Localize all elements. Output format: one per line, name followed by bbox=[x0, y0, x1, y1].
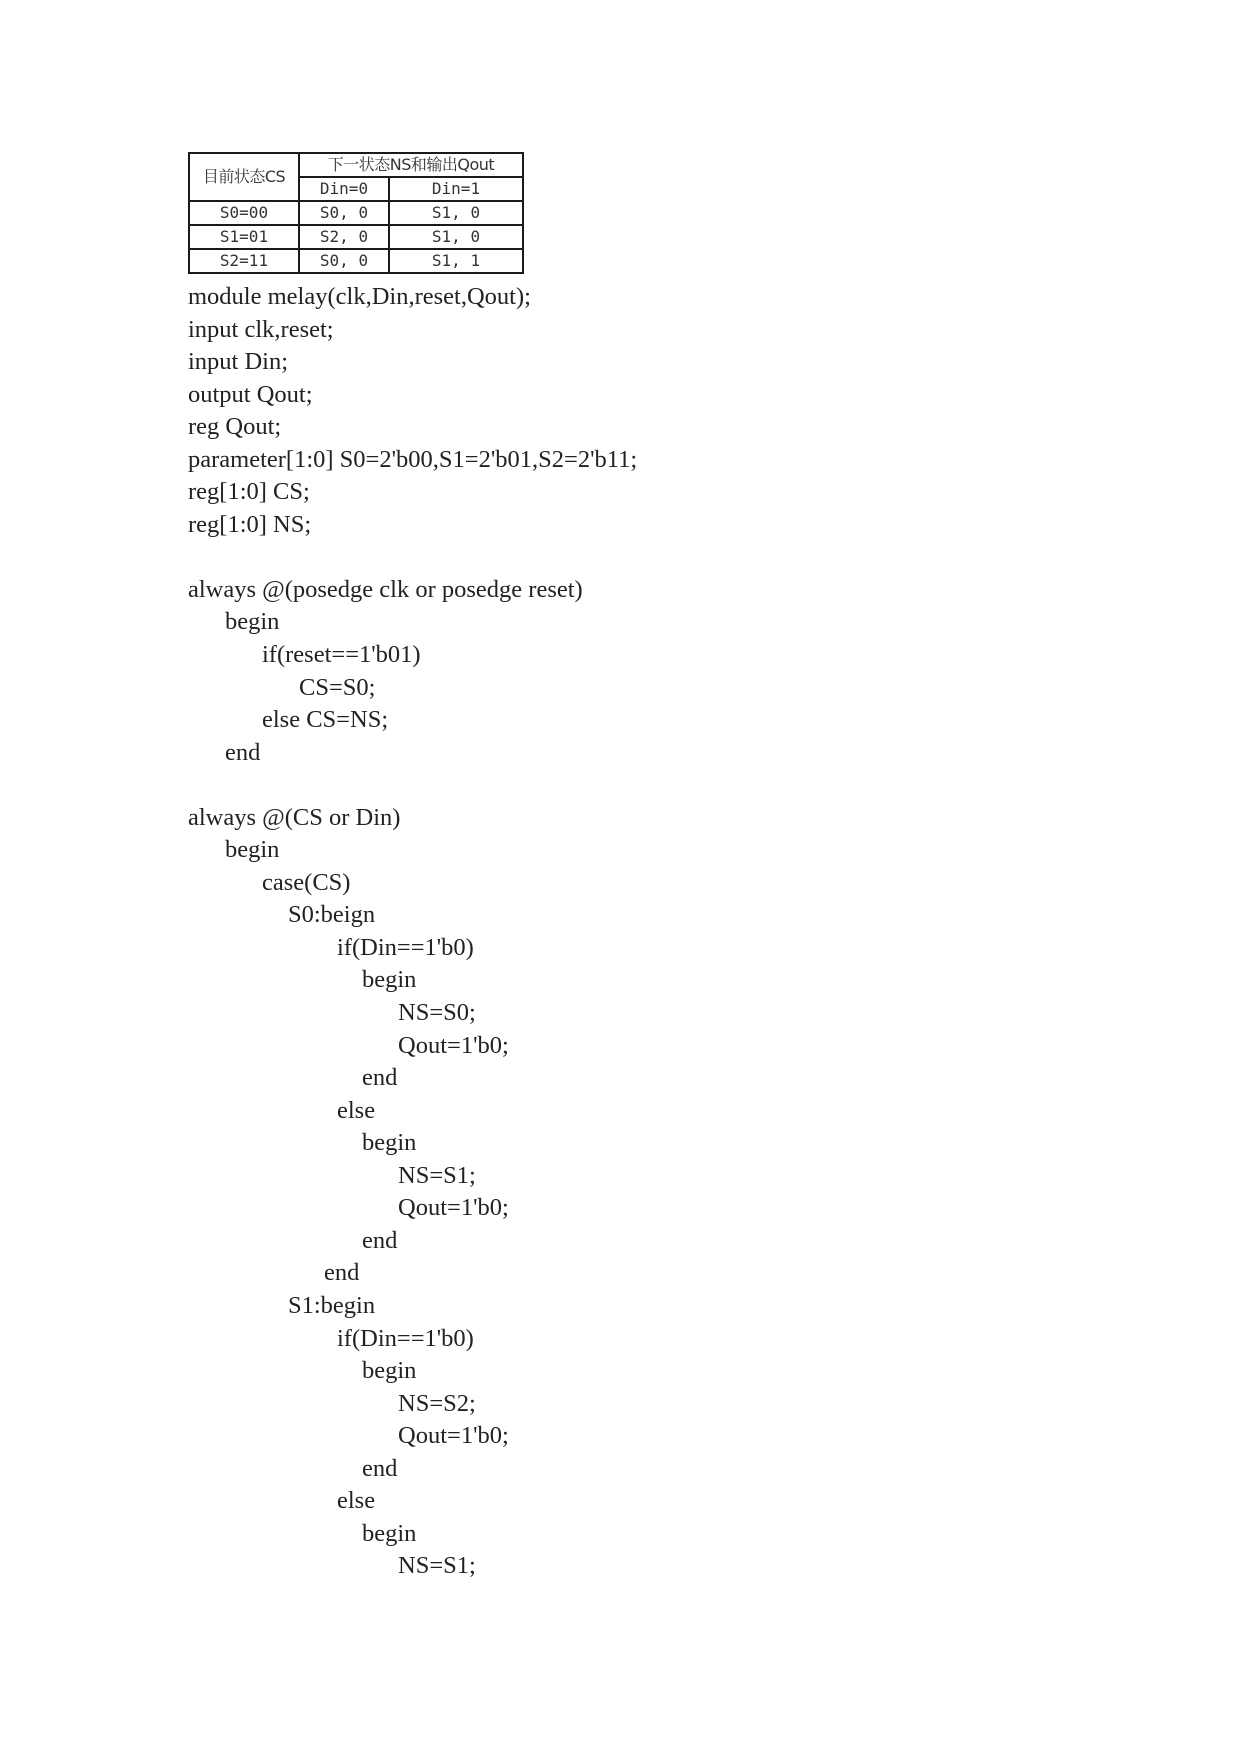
code-line: reg[1:0] NS; bbox=[188, 510, 312, 538]
code-line: reg[1:0] CS; bbox=[188, 478, 310, 506]
code-line: begin bbox=[362, 966, 417, 994]
code-line: module melay(clk,Din,reset,Qout); bbox=[188, 283, 531, 310]
header-next-state-output: 下一状态NS和输出Qout bbox=[299, 153, 523, 177]
code-line: always @(CS or Din) bbox=[188, 803, 401, 831]
code-line: end bbox=[362, 1454, 398, 1482]
code-line: NS=S2; bbox=[398, 1389, 476, 1417]
code-line: S1:begin bbox=[288, 1291, 376, 1319]
code-line: Qout=1'b0; bbox=[398, 1031, 509, 1059]
code-line: Qout=1'b0; bbox=[398, 1194, 509, 1222]
header-din1: Din=1 bbox=[389, 177, 523, 201]
code-line: Qout=1'b0; bbox=[398, 1422, 509, 1450]
code-line: else CS=NS; bbox=[262, 706, 389, 734]
code-line: always @(posedge clk or posedge reset) bbox=[188, 575, 583, 603]
code-line bbox=[188, 769, 637, 802]
code-line: end bbox=[362, 1064, 398, 1092]
code-line: CS=S0; bbox=[299, 673, 376, 701]
code-line: case(CS) bbox=[262, 868, 351, 896]
code-line: if(reset==1'b01) bbox=[262, 641, 421, 669]
cell-din0: S0, 0 bbox=[299, 201, 389, 225]
table-row bbox=[189, 249, 523, 273]
verilog-code-block bbox=[188, 281, 637, 1583]
table-header-row bbox=[189, 153, 523, 177]
code-line: parameter[1:0] S0=2'b00,S1=2'b01,S2=2'b11; bbox=[188, 445, 638, 473]
code-line: if(Din==1'b0) bbox=[337, 933, 474, 961]
code-line: S0:beign bbox=[288, 901, 376, 929]
code-line: end bbox=[362, 1226, 398, 1254]
code-line: NS=S1; bbox=[398, 1552, 476, 1580]
code-line: end bbox=[324, 1259, 360, 1287]
table-row bbox=[189, 225, 523, 249]
cell-din0: S2, 0 bbox=[299, 225, 389, 249]
code-line: NS=S1; bbox=[398, 1161, 476, 1189]
cell-current-state: S0=00 bbox=[189, 201, 299, 225]
state-transition-table bbox=[188, 152, 524, 274]
code-line: NS=S0; bbox=[398, 999, 476, 1027]
code-line: input clk,reset; bbox=[188, 315, 334, 343]
code-line: input Din; bbox=[188, 348, 289, 376]
code-line: begin bbox=[225, 836, 280, 864]
code-line: if(Din==1'b0) bbox=[337, 1324, 474, 1352]
header-din0: Din=0 bbox=[299, 177, 389, 201]
cell-din0: S0, 0 bbox=[299, 249, 389, 273]
cell-current-state: S2=11 bbox=[189, 249, 299, 273]
cell-din1: S1, 0 bbox=[389, 201, 523, 225]
cell-din1: S1, 0 bbox=[389, 225, 523, 249]
code-line: begin bbox=[362, 1519, 417, 1547]
code-line: reg Qout; bbox=[188, 413, 282, 441]
code-line bbox=[188, 541, 637, 574]
header-current-state: 目前状态CS bbox=[189, 153, 299, 201]
code-line: begin bbox=[362, 1357, 417, 1385]
code-line: begin bbox=[362, 1129, 417, 1157]
code-line: end bbox=[225, 738, 261, 766]
code-line: else bbox=[337, 1487, 376, 1515]
cell-current-state: S1=01 bbox=[189, 225, 299, 249]
code-line: output Qout; bbox=[188, 380, 313, 408]
code-line: else bbox=[337, 1096, 376, 1124]
code-line: begin bbox=[225, 608, 280, 636]
table-row bbox=[189, 201, 523, 225]
cell-din1: S1, 1 bbox=[389, 249, 523, 273]
